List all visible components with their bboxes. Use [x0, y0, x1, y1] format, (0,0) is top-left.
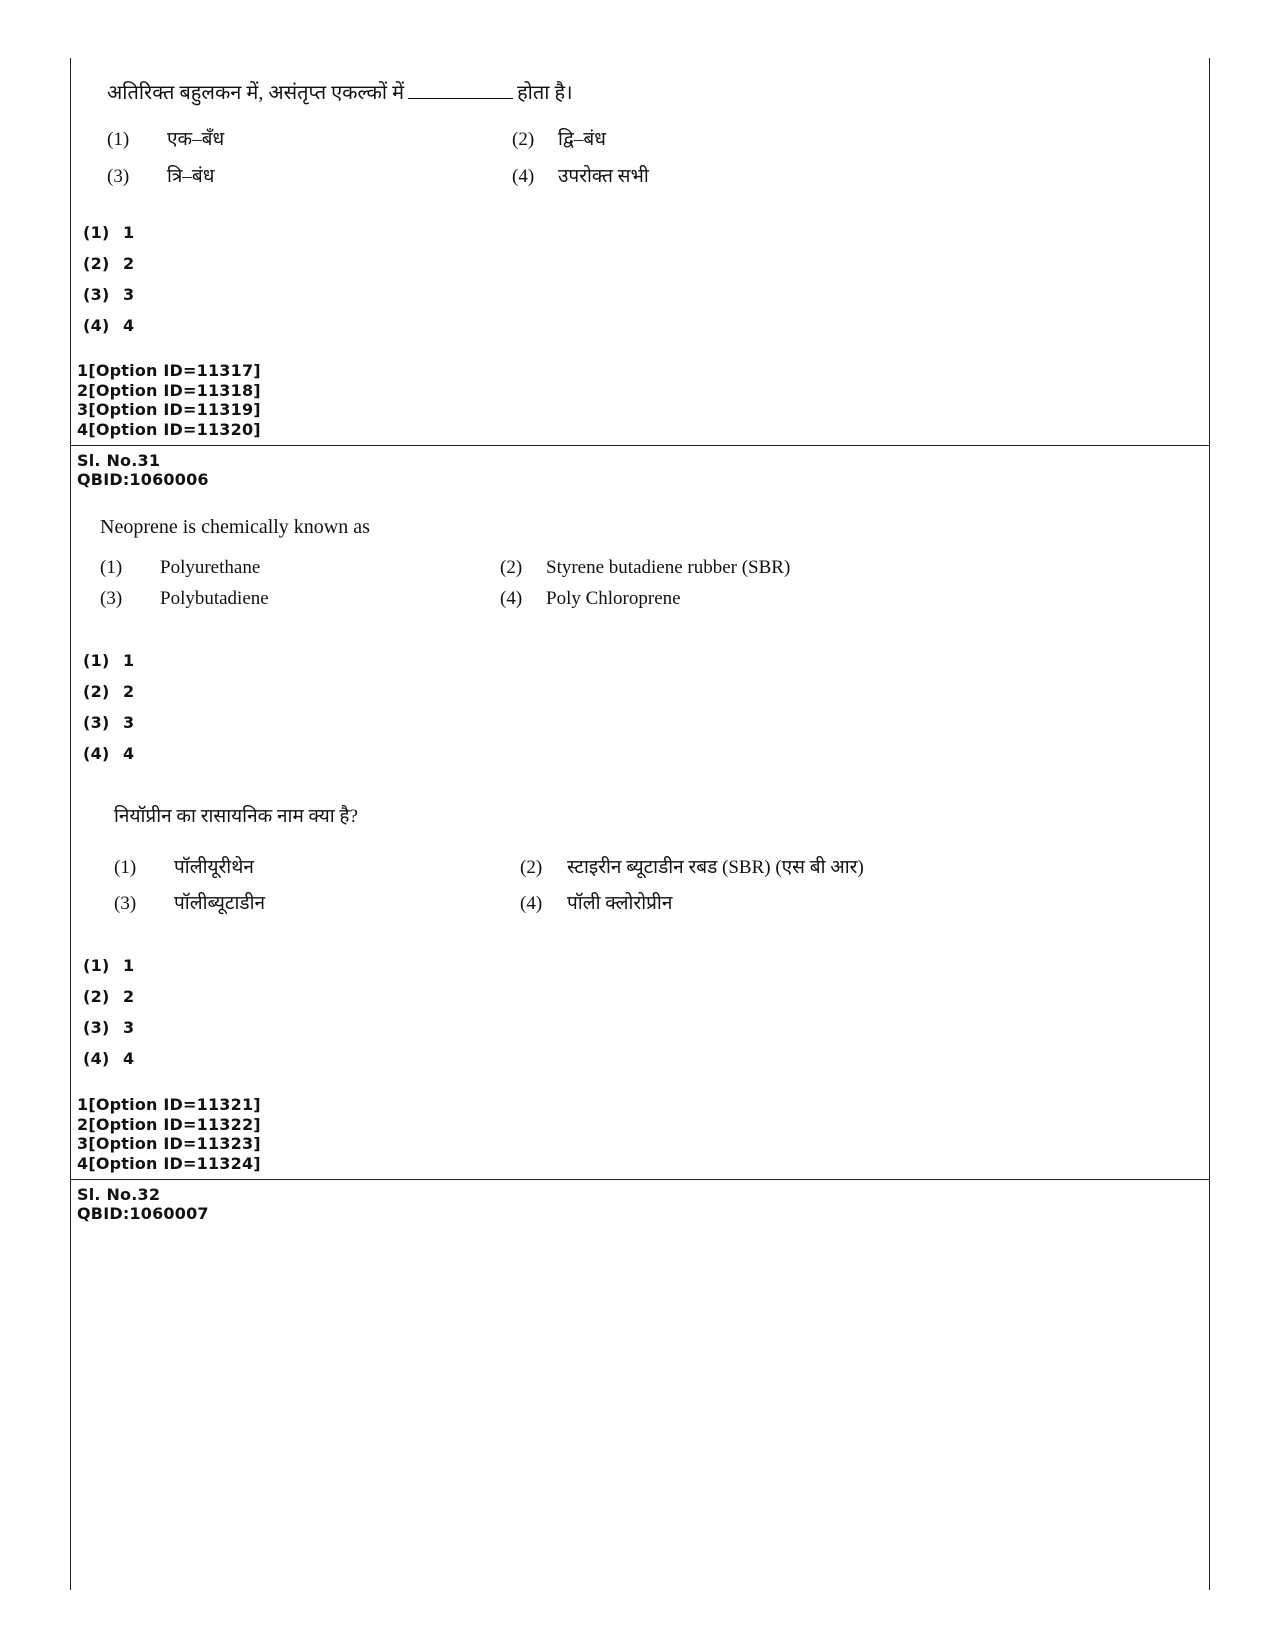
option-3 — [107, 162, 214, 188]
answer-value: 3 — [123, 1018, 135, 1037]
option-number: (3) — [107, 166, 130, 187]
option-2 — [520, 853, 864, 879]
option-number: (1) — [114, 857, 137, 878]
option-text: Poly Chloroprene — [546, 588, 681, 609]
serial-number: Sl. No.31 — [77, 451, 161, 470]
question-stem-hindi — [107, 78, 573, 105]
answer-value: 3 — [123, 713, 135, 732]
option-id: 2[Option ID=11318] — [77, 380, 261, 400]
option-id-list — [77, 361, 261, 439]
option-number: (4) — [520, 893, 543, 914]
answer-choice — [83, 744, 134, 763]
answer-value: 2 — [123, 682, 135, 701]
option-1 — [100, 557, 260, 579]
question-stem-english: Neoprene is chemically known as — [100, 516, 370, 538]
answer-key: (1) — [83, 956, 110, 975]
answer-key: (3) — [83, 1018, 110, 1037]
option-id: 2[Option ID=11322] — [77, 1114, 261, 1134]
answer-value: 1 — [123, 956, 135, 975]
right-border — [1209, 58, 1210, 1590]
serial-number: Sl. No.32 — [77, 1185, 161, 1204]
option-number: (2) — [520, 857, 543, 878]
answer-key: (2) — [83, 682, 110, 701]
answer-value: 4 — [123, 316, 135, 335]
option-number: (1) — [100, 557, 123, 578]
answer-choice — [83, 254, 134, 273]
answer-choice — [83, 956, 134, 975]
answer-value: 2 — [123, 987, 135, 1006]
option-text: उपरोक्त सभी — [558, 166, 649, 187]
answer-choice — [83, 1049, 134, 1068]
answer-key: (4) — [83, 316, 110, 335]
question-divider — [70, 1179, 1210, 1180]
option-id: 4[Option ID=11320] — [77, 419, 261, 439]
option-number: (4) — [512, 166, 535, 187]
option-text: एक–बँध — [167, 129, 225, 150]
answer-choice — [83, 285, 134, 304]
answer-value: 1 — [123, 223, 135, 242]
qbid: QBID:1060006 — [77, 470, 209, 489]
option-3 — [100, 588, 269, 610]
qbid: QBID:1060007 — [77, 1204, 209, 1223]
option-4 — [512, 162, 649, 188]
answer-choice — [83, 651, 134, 670]
option-id: 3[Option ID=11323] — [77, 1134, 261, 1153]
option-number: (3) — [114, 893, 137, 914]
option-4 — [520, 889, 672, 915]
option-text: Styrene butadiene rubber (SBR) — [546, 557, 791, 578]
option-id-list — [77, 1095, 261, 1173]
option-text: Polybutadiene — [160, 588, 269, 609]
answer-value: 4 — [123, 1049, 135, 1068]
answer-key: (1) — [83, 651, 110, 670]
question-header — [77, 451, 209, 489]
option-id: 1[Option ID=11317] — [77, 361, 261, 380]
option-text: स्टाइरीन ब्यूटाडीन रबड (SBR) (एस बी आर) — [567, 857, 864, 878]
answer-choice — [83, 682, 134, 701]
answer-key: (4) — [83, 1049, 110, 1068]
stem-text: अतिरिक्त बहुलकन में, असंतृप्त एकल्कों में — [107, 82, 405, 104]
fill-blank — [408, 82, 513, 99]
option-2 — [512, 125, 606, 151]
option-id: 3[Option ID=11319] — [77, 400, 261, 419]
answer-key: (1) — [83, 223, 110, 242]
answer-value: 4 — [123, 744, 135, 763]
option-3 — [114, 889, 265, 915]
option-text: Polyurethane — [160, 557, 261, 578]
option-2 — [500, 557, 790, 579]
answer-key: (4) — [83, 744, 110, 763]
answer-choice — [83, 987, 134, 1006]
answer-key: (3) — [83, 285, 110, 304]
option-number: (2) — [512, 129, 535, 150]
question-header — [77, 1185, 209, 1223]
option-text: त्रि–बंध — [167, 166, 215, 187]
option-number: (3) — [100, 588, 123, 609]
option-id: 4[Option ID=11324] — [77, 1153, 261, 1173]
option-id: 1[Option ID=11321] — [77, 1095, 261, 1114]
option-text: पॉलीयूरीथेन — [174, 857, 254, 878]
stem-text: होता है। — [517, 82, 573, 104]
answer-value: 1 — [123, 651, 135, 670]
option-text: पॉली क्लोरोप्रीन — [567, 893, 673, 914]
answer-choice — [83, 713, 134, 732]
answer-choice — [83, 223, 134, 242]
answer-value: 3 — [123, 285, 135, 304]
answer-key: (2) — [83, 987, 110, 1006]
option-number: (1) — [107, 129, 130, 150]
answer-choice — [83, 316, 134, 335]
question-divider — [70, 445, 1210, 446]
option-number: (4) — [500, 588, 523, 609]
left-border — [70, 58, 71, 1590]
option-1 — [107, 125, 224, 151]
answer-key: (3) — [83, 713, 110, 732]
answer-value: 2 — [123, 254, 135, 273]
option-4 — [500, 588, 681, 610]
option-number: (2) — [500, 557, 523, 578]
question-stem-hindi: नियॉप्रीन का रासायनिक नाम क्या है? — [114, 806, 358, 827]
option-text: पॉलीब्यूटाडीन — [174, 893, 266, 914]
option-1 — [114, 853, 254, 879]
answer-key: (2) — [83, 254, 110, 273]
answer-choice — [83, 1018, 134, 1037]
option-text: द्वि–बंध — [558, 129, 606, 150]
